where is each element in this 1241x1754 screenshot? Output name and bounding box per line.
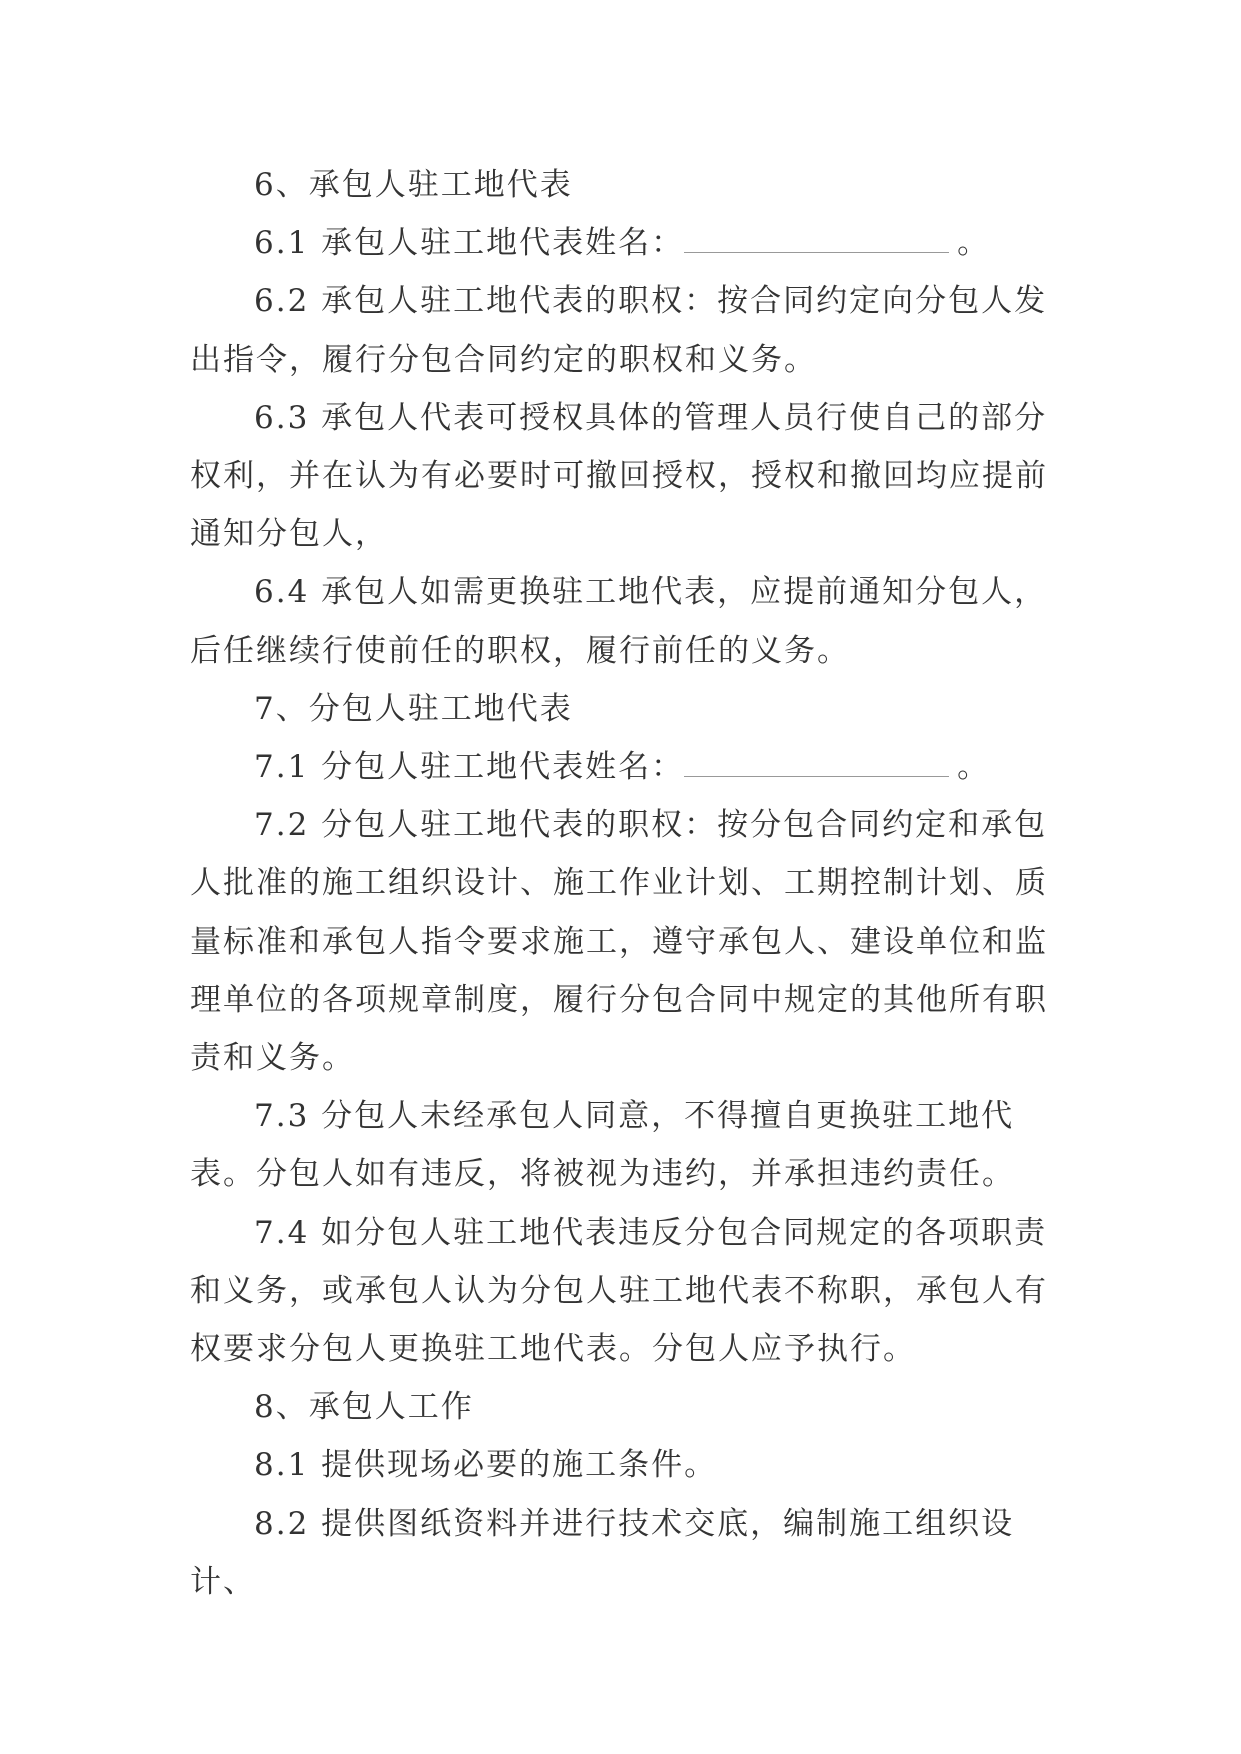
clause-7-4-line: 权要求分包人更换驻工地代表。分包人应予执行。 — [190, 1331, 916, 1368]
clause-7-2 — [190, 796, 1050, 1087]
clause-6-3-line: 6.3 承包人代表可授权具体的管理人员行使自己的部分 — [254, 399, 1048, 436]
section-heading-6: 6、承包人驻工地代表 — [254, 167, 573, 203]
section-heading-7: 7、分包人驻工地代表 — [254, 690, 573, 727]
clause-6-4-line: 后任继续行使前任的职权，履行前任的义务。 — [190, 632, 850, 669]
clause-7-2-line: 理单位的各项规章制度，履行分包合同中规定的其他所有职 — [190, 981, 1048, 1018]
clause-7-4 — [190, 1204, 1050, 1379]
clause-7-2-line: 7.2 分包人驻工地代表的职权：按分包合同约定和承包 — [254, 807, 1048, 844]
clause-7-1-label: 7.1 分包人驻工地代表姓名： — [254, 749, 685, 786]
clause-7-3-line: 分包人如有违反，将被视为违约，并承担违约责任。 — [256, 1156, 1015, 1193]
clause-7-4-line: 和义务，或承包人认为分包人驻工地代表不称职，承包人有 — [190, 1272, 1048, 1309]
clause-7-2-line: 责和义务。 — [190, 1040, 355, 1077]
clause-7-1-end: 。 — [957, 749, 991, 786]
clause-6-2-line: 6.2 承包人驻工地代表的职权：按合同约定向分包人发 — [254, 283, 1048, 320]
clause-6-4-line: 6.4 承包人如需更换驻工地代表，应提前通知分包人， — [254, 574, 1048, 611]
clause-7-1 — [190, 738, 1050, 796]
clause-8-1: 8.1 提供现场必要的施工条件。 — [254, 1447, 718, 1484]
clause-6-4 — [190, 563, 1050, 679]
section-heading-8: 8、承包人工作 — [254, 1389, 474, 1426]
clause-6-1 — [190, 214, 1050, 272]
clause-7-3 — [190, 1087, 1050, 1203]
document-body — [190, 156, 1050, 1611]
name-blank-6-1[interactable] — [684, 228, 949, 253]
clause-6-2 — [190, 272, 1050, 388]
clause-7-2-line: 人批准的施工组织设计、施工作业计划、工期控制计划、质 — [190, 865, 1048, 902]
clause-7-4-line: 7.4 如分包人驻工地代表违反分包合同规定的各项职责 — [254, 1214, 1048, 1251]
clause-6-1-end: 。 — [957, 225, 991, 262]
name-blank-7-1[interactable] — [684, 752, 949, 777]
clause-6-3-line: 通知分包人， — [190, 516, 388, 553]
clause-6-1-label: 6.1 承包人驻工地代表姓名： — [254, 225, 685, 262]
clause-6-3 — [190, 389, 1050, 564]
clause-6-2-line: 出指令，履行分包合同约定的职权和义务。 — [190, 341, 817, 378]
clause-7-3-line: 7.3 分包人未经承包人同意，不得擅自更换驻工地代表。 — [190, 1098, 1015, 1193]
clause-8-2: 8.2 提供图纸资料并进行技术交底，编制施工组织设计、 — [190, 1505, 1015, 1600]
clause-6-3-line: 权利，并在认为有必要时可撤回授权，授权和撤回均应提前 — [190, 458, 1048, 495]
clause-7-2-line: 量标准和承包人指令要求施工，遵守承包人、建设单位和监 — [190, 923, 1048, 960]
